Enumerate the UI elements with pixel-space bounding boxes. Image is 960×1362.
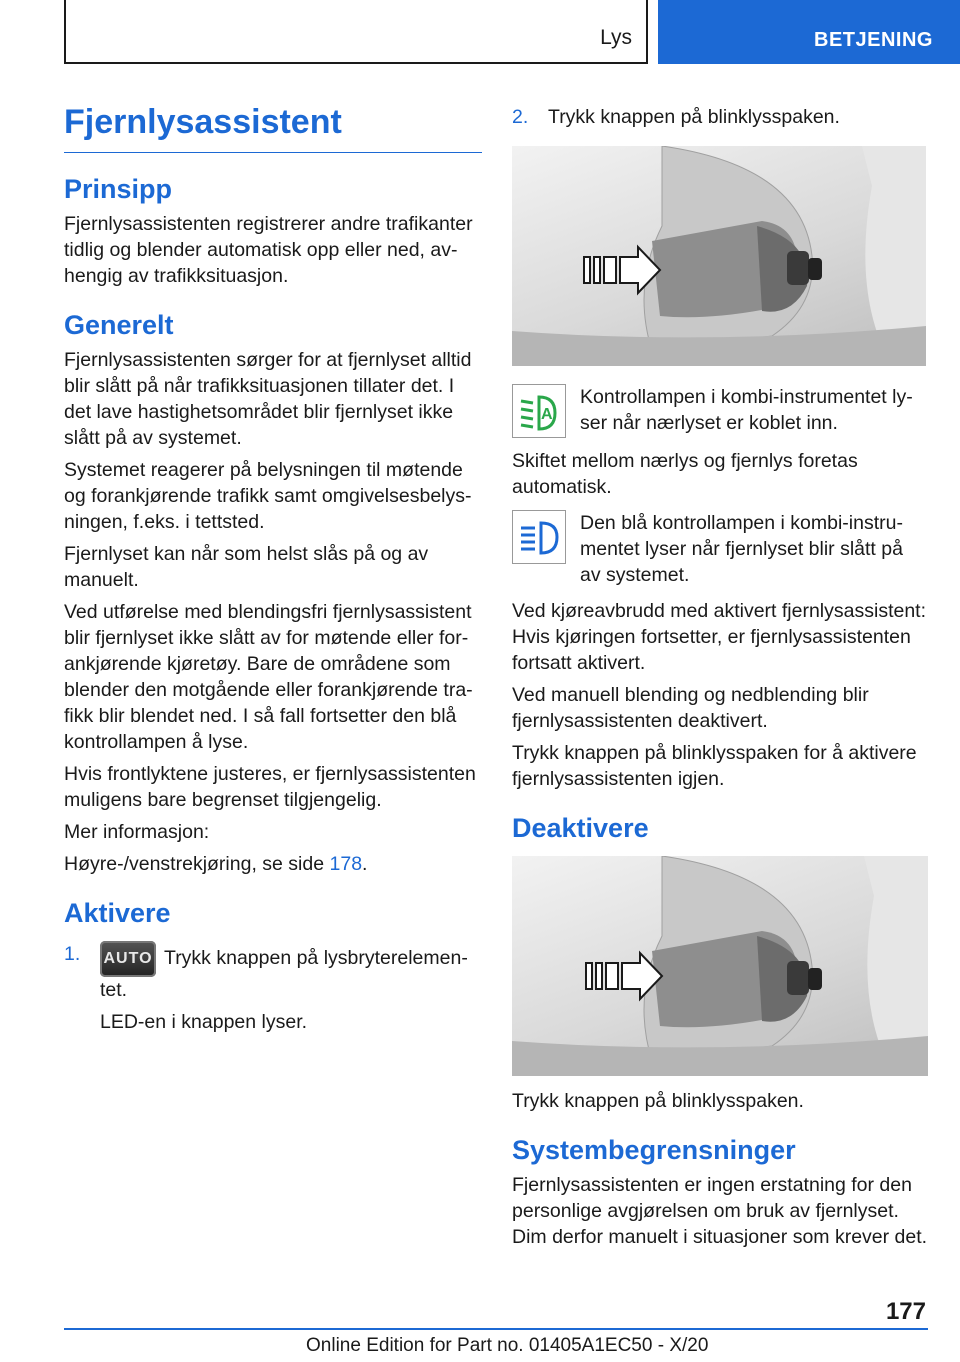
deactivate-heading: Deaktivere [512,813,649,843]
general-paragraph-3: Fjernlyset kan når som helst slås på og av manuelt. [64,543,429,591]
low-beam-assistant-icon [512,384,566,438]
low-beam-indicator-row [512,384,928,438]
cross-reference-end: . [362,853,368,875]
step-2-text: Trykk knappen på blinklysspaken. [548,106,840,128]
limits-heading: Systembegrensninger [512,1135,796,1165]
general-paragraph-1: Fjernlysassistenten sørger for at fjernlyset alltid blir slått på når trafikksituasjonen tillater det. I det lave hastighetsområdet blir fjernlyset ikke slått på av systemet. [64,349,472,449]
header-section-title: Lys [600,26,632,49]
turn-signal-lever-photo-2 [512,856,928,1076]
step-1 [64,941,482,1035]
activate-heading: Aktivere [64,898,171,928]
page-link-178[interactable]: 178 [329,853,363,875]
general-paragraph-4: Ved utførelse med blendingsfri fjernlysassistent blir fjernlyset ikke slått av for møtende eller forankjørende kjøretøy. Bare de områdene som blender den motgående eller forankjørende trafikk blir blendet ned. I så fall fortsetter den blå kontrollampen å lyse. [64,601,473,753]
limits-text: Fjernlysassistenten er ingen erstatning for den personlige avgjørelsen om bruk av fjernlyset. Dim derfor manuelt i situasjoner som krever det. [512,1174,928,1248]
right-column [512,100,928,1256]
svg-text:A: A [541,406,553,423]
header-chapter-title: BETJENING [814,29,933,51]
high-beam-indicator-text: Den blå kontrollampen i kombi-instrumentet lyser når fjernlyset blir slått på av systemet. [580,512,903,586]
principle-text: Fjernlysassistenten registrerer andre trafikanter tidlig og blender automatisk opp eller ned, avhengig av trafikksituasjon. [64,213,473,287]
turn-signal-lever-photo-1 [512,146,926,366]
deactivate-text: Trykk knappen på blinklysspaken. [512,1090,804,1112]
lever-illustration-2 [512,856,928,1076]
high-beam-icon [512,510,566,564]
header-section-box [64,0,648,64]
reactivate-text: Trykk knappen på blinklysspaken for å aktivere fjernlysassistenten igjen. [512,742,917,790]
step-1-number: 1. [64,943,81,965]
cross-reference-text: Høyre-/venstrekjøring, se side [64,853,330,875]
lever-illustration-1 [512,146,926,366]
left-column [64,100,482,1035]
step-1-text: Trykk knappen på lysbryterelementet. [100,947,468,1001]
more-info-label: Mer informasjon: [64,821,210,843]
cross-reference [64,851,482,877]
low-beam-indicator-text: Kontrollampen i kombi-instrumentet lyser når nærlyset er koblet inn. [580,386,913,434]
manual-text: Ved manuell blending og nedblending blir fjernlysassistenten deaktivert. [512,684,869,732]
footer-divider [64,1328,928,1330]
general-paragraph-5: Hvis frontlyktene justeres, er fjernlysassistenten muligens bare begrenset tilgjengelig. [64,763,476,811]
step-2-number: 2. [512,106,529,128]
interrupt-text: Ved kjøreavbrudd med aktivert fjernlysassistent: Hvis kjøringen fortsetter, er fjernlysassistenten fortsatt aktivert. [512,600,927,674]
footer-edition: Online Edition for Part no. 01405A1EC50 - X/20 [306,1335,709,1356]
step-1-sub: LED-en i knappen lyser. [100,1011,308,1033]
general-heading: Generelt [64,310,174,340]
switch-text: Skiftet mellom nærlys og fjernlys foretas automatisk. [512,450,858,498]
step-2 [512,104,928,130]
general-paragraph-2: Systemet reagerer på belysningen til møtende og forankjørende trafikk samt omgivelsesbelysningen, f.eks. i tettsted. [64,459,472,533]
page-number: 177 [885,1298,926,1325]
auto-button-icon: AUTO [100,941,156,977]
high-beam-indicator-row [512,510,928,588]
page-title: Fjernlysassistent [64,100,482,153]
principle-heading: Prinsipp [64,174,173,204]
header-chapter-tab[interactable] [658,0,960,64]
